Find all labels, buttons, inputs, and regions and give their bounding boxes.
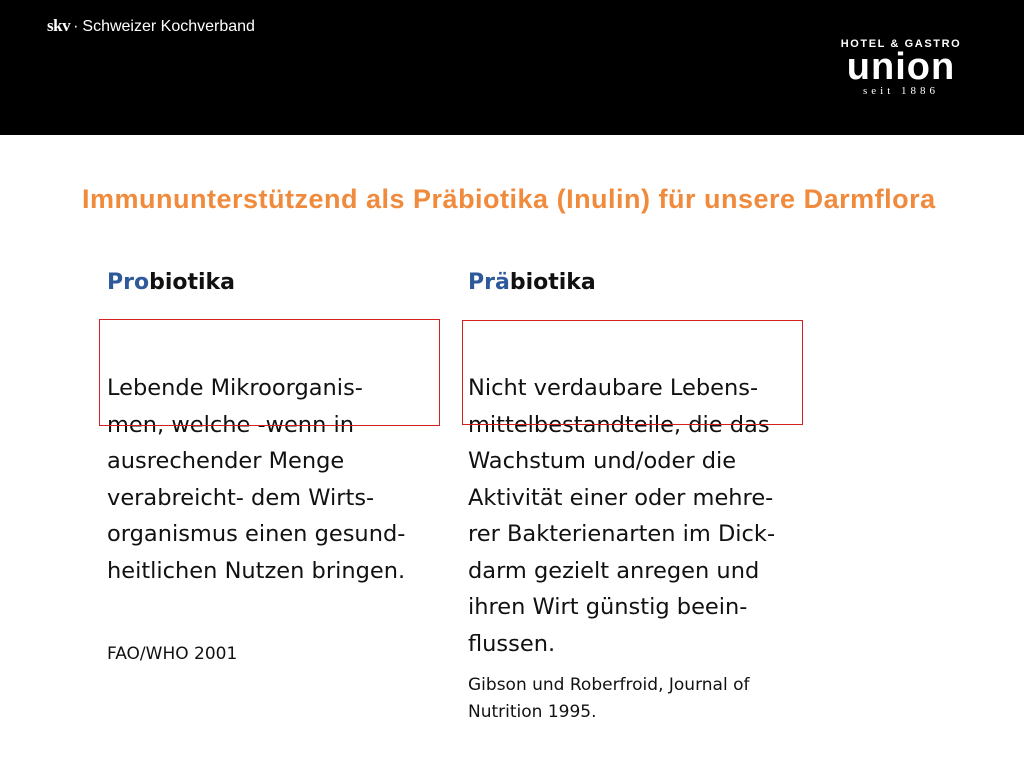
definition-line: ihren Wirt günstig beein- [468,594,748,620]
probiotika-source [107,641,447,668]
definition-line: verabreicht- dem Wirts- [107,484,375,511]
heading-accent: Pro [107,270,150,295]
definition-line: Wachstum und/oder die [468,448,737,474]
source-line: FAO/WHO 2001 [107,644,238,664]
definition-line: darm gezielt anregen und [468,557,760,584]
logo-top-text: HOTEL & GASTRO [840,38,962,50]
skv-logo-mark: skv [47,16,71,35]
slide-title: Immununterstützend als Präbiotika (Inulin) für unsere Darmflora [82,184,936,214]
definition-line: Aktivität einer oder mehre- [468,484,774,511]
highlight-box-praebiotika [462,320,803,425]
praebiotika-heading [468,266,828,300]
definition-line: Nicht verdaubare Lebens- [468,375,759,401]
definition-line: flussen. [468,630,556,657]
definition-line: heitlichen Nutzen bringen. [107,557,406,584]
heading-rest: biotika [509,270,596,295]
highlight-box-probiotika [99,319,440,426]
heading-rest: biotika [149,270,236,295]
definition-line: men, welche -wenn in [107,411,354,438]
heading-accent: Prä [468,270,510,295]
definition-line: organismus einen gesund- [107,521,406,547]
skv-brand [47,16,255,36]
logo-subtext: seit 1886 [862,85,940,97]
skv-org-name: Schweizer Kochverband [82,18,255,35]
definition-line: rer Bakterienarten im Dick- [468,521,776,547]
probiotika-heading [107,266,447,300]
header-bar [0,0,1024,135]
union-logo [836,38,966,100]
logo-wordmark: union [846,46,956,88]
skv-separator: · [73,18,79,35]
praebiotika-source [468,672,828,726]
source-line: Nutrition 1995. [468,702,597,722]
definition-line: Lebende Mikroorganis- [107,375,363,401]
source-line: Gibson und Roberfroid, Journal of [468,675,750,695]
definition-line: ausrechender Menge [107,448,345,474]
definition-line: mittelbestandteile, die das [468,411,770,438]
